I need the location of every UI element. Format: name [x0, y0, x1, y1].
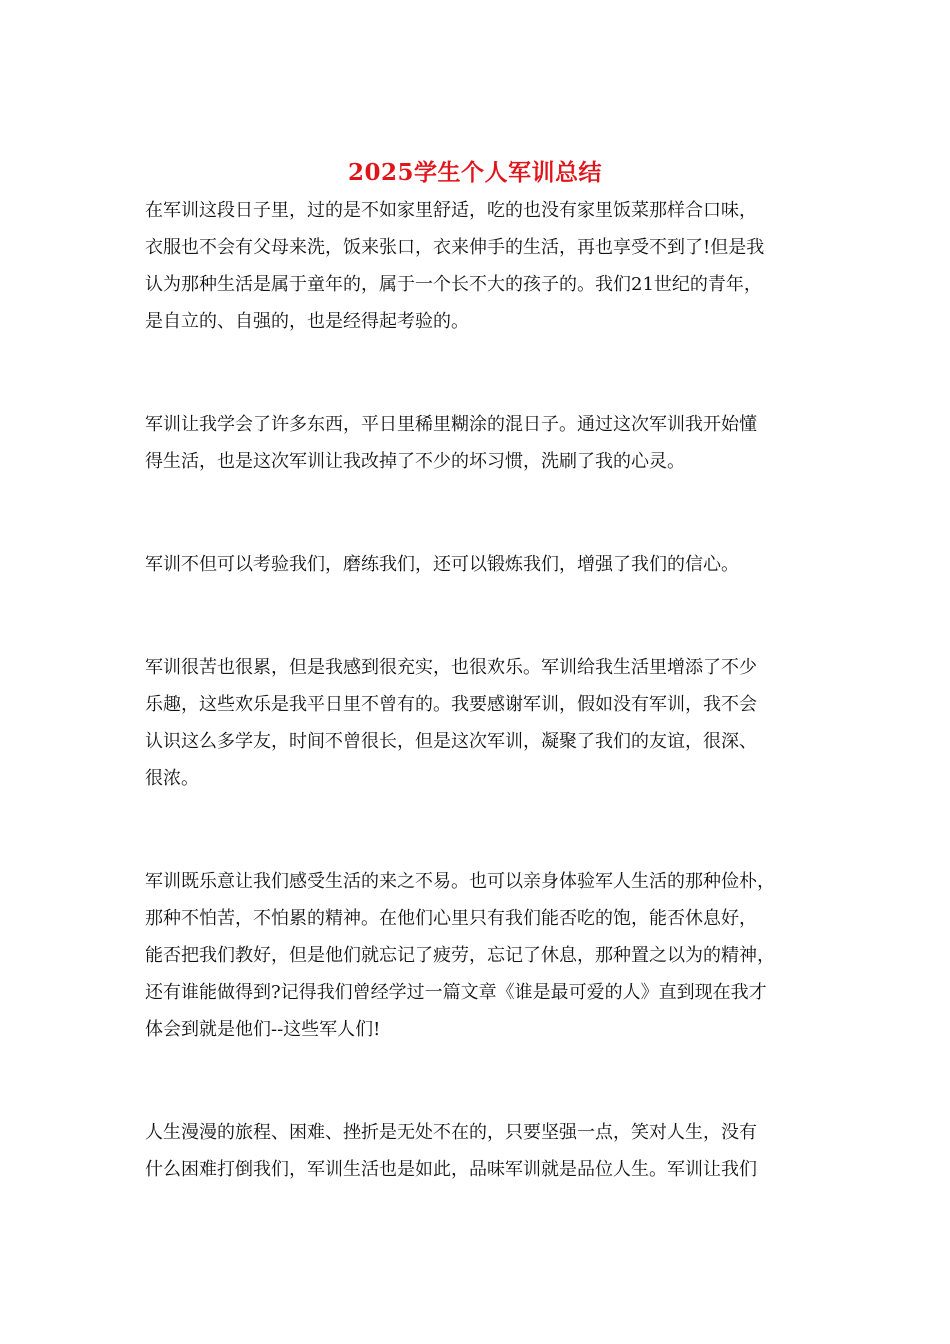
text-line: 军训很苦也很累，但是我感到很充实，也很欢乐。军训给我生活里增添了不少 — [145, 657, 757, 678]
text-line: 能否把我们教好，但是他们就忘记了疲劳，忘记了休息，那种置之以为的精神， — [145, 945, 775, 966]
text-line: 乐趣，这些欢乐是我平日里不曾有的。我要感谢军训，假如没有军训，我不会 — [145, 694, 757, 715]
paragraph-gap — [145, 804, 825, 870]
paragraph-6 — [145, 1121, 825, 1195]
text-line: 那种不怕苦，不怕累的精神。在他们心里只有我们能否吃的饱，能否休息好， — [145, 908, 757, 929]
text-line: 是自立的、自强的，也是经得起考验的。 — [145, 311, 469, 332]
text-line: 军训不但可以考验我们，磨练我们，还可以锻炼我们，增强了我们的信心。 — [145, 554, 739, 575]
text-line: 体会到就是他们--这些军人们! — [145, 1019, 381, 1040]
text-line: 衣服也不会有父母来洗，饭来张口，衣来伸手的生活，再也享受不到了!但是我 — [145, 237, 765, 258]
text-line: 军训让我学会了许多东西，平日里稀里糊涂的混日子。通过这次军训我开始懂 — [145, 414, 757, 435]
paragraph-4 — [145, 656, 825, 804]
paragraph-3 — [145, 553, 825, 590]
text-line: 在军训这段日子里，过的是不如家里舒适，吃的也没有家里饭菜那样合口味， — [145, 200, 757, 221]
text-line: 认识这么多学友，时间不曾很长，但是这次军训，凝聚了我们的友谊，很深、 — [145, 731, 757, 752]
text-line: 认为那种生活是属于童年的，属于一个长不大的孩子的。我们21世纪的青年， — [145, 274, 762, 295]
paragraph-2 — [145, 413, 825, 487]
paragraph-gap — [145, 1055, 825, 1121]
text-line: 还有谁能做得到?记得我们曾经学过一篇文章《谁是最可爱的人》直到现在我才 — [145, 982, 767, 1003]
text-line: 什么困难打倒我们，军训生活也是如此，品味军训就是品位人生。军训让我们 — [145, 1159, 757, 1180]
text-line: 很浓。 — [145, 768, 199, 789]
paragraph-1 — [145, 199, 825, 347]
paragraph-gap — [145, 590, 825, 656]
text-line: 人生漫漫的旅程、困难、挫折是无处不在的，只要坚强一点，笑对人生，没有 — [145, 1122, 757, 1143]
paragraph-5 — [145, 870, 825, 1055]
paragraph-gap — [145, 487, 825, 553]
paragraph-gap — [145, 347, 825, 413]
document-title: 2025学生个人军训总结 — [347, 159, 602, 186]
text-line: 军训既乐意让我们感受生活的来之不易。也可以亲身体验军人生活的那种俭朴， — [145, 871, 775, 892]
text-line: 得生活，也是这次军训让我改掉了不少的坏习惯，洗刷了我的心灵。 — [145, 451, 685, 472]
document-body — [145, 199, 825, 1195]
